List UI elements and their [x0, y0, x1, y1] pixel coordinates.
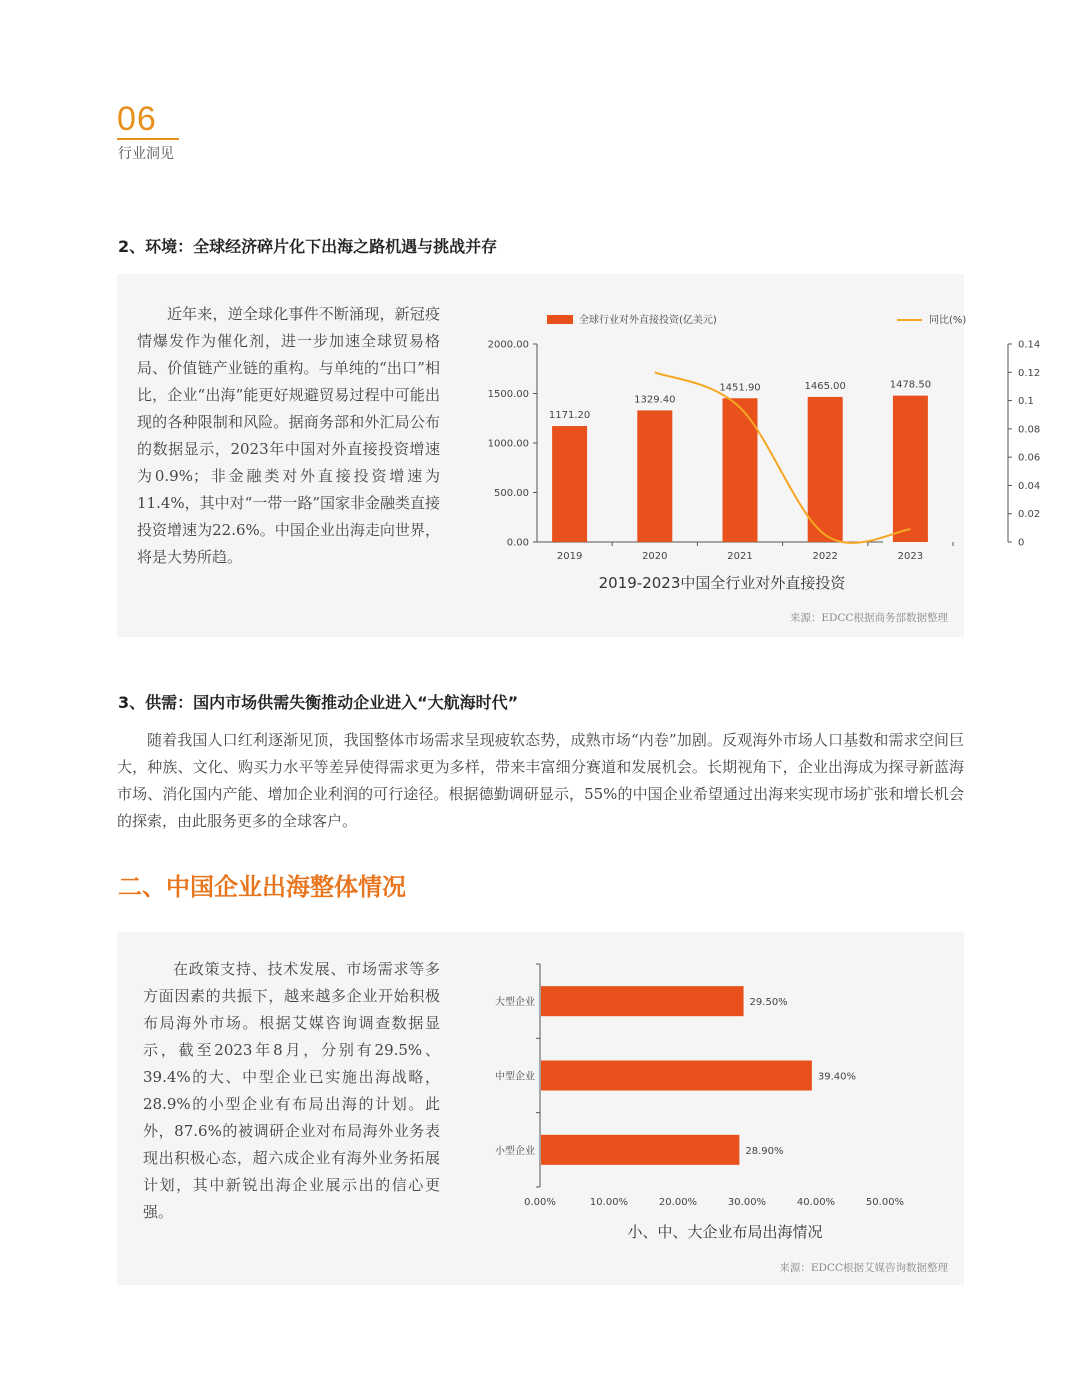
- fdi-bar: [893, 396, 928, 542]
- y-tick-label: 1500.00: [487, 389, 529, 400]
- enterprise-bar: [541, 1061, 812, 1091]
- x-tick-label: 40.00%: [796, 1197, 836, 1208]
- fdi-bar-value-label: 1171.20: [548, 410, 591, 422]
- section2-source: 来源：EDCC根据商务部数据整理: [789, 612, 948, 624]
- section2-paragraph: 近年来，逆全球化事件不断涌现，新冠疫情爆发作为催化剂，进一步加速全球贸易格局、价值链产业链的重构。与单纯的“出口”相比，企业“出海”能更好规避贸易过程中可能出现的各种限制和风险。据商务部和外汇局公布的数据显示，2023年中国对外直接投资增速为0.9%；非金融类对外直接投资增速为11.4%，其中对“一带一路”国家非金融类直接投资增速为22.6%。中国企业出海走向世界，将是大势所趋。: [137, 305, 440, 566]
- x-tick-label: 50.00%: [865, 1197, 905, 1208]
- yoy-line: [655, 372, 911, 543]
- fdi-bar: [552, 426, 587, 542]
- part2-panel: [117, 932, 964, 1285]
- fdi-bar: [723, 398, 758, 542]
- y-tick-label: 500.00: [494, 488, 529, 499]
- x-tick-label: 30.00%: [727, 1197, 767, 1208]
- y-tick-label: 2000.00: [487, 339, 529, 351]
- enterprise-bar-value-label: 29.50%: [749, 997, 788, 1009]
- y2-tick-label: 0.1: [1018, 396, 1034, 408]
- fdi-bar: [637, 410, 672, 542]
- x-tick-label: 20.00%: [658, 1197, 698, 1208]
- fdi-chart-legend: [547, 313, 966, 326]
- section3-heading: 3、供需：国内市场供需失衡推动企业进入“大航海时代”: [118, 693, 519, 712]
- x-tick-label: 2020: [642, 551, 668, 562]
- x-tick-label: 2021: [727, 551, 753, 562]
- fdi-bar-value-label: 1478.50: [889, 379, 932, 391]
- y2-tick-label: 0.06: [1018, 452, 1041, 464]
- legend-label-bar: 全球行业对外直接投资(亿美元): [579, 315, 717, 326]
- section2-heading: 2、环境：全球经济碎片化下出海之路机遇与挑战并存: [118, 237, 498, 256]
- section-label: 行业洞见: [118, 146, 174, 162]
- part2-source: 来源：EDCC根据艾媒咨询数据整理: [779, 1262, 948, 1274]
- section2-panel: [117, 274, 1041, 637]
- part2-heading: 二、中国企业出海整体情况: [118, 873, 406, 901]
- y-tick-label: 中型企业: [495, 1071, 535, 1083]
- y2-tick-label: 0.08: [1018, 424, 1041, 436]
- enterprise-bar: [541, 1135, 739, 1165]
- x-tick-label: 0.00%: [524, 1197, 556, 1208]
- section3-paragraph: 随着我国人口红利逐渐见顶，我国整体市场需求呈现疲软态势，成熟市场“内卷”加剧。反观海外市场人口基数和需求空间巨大，种族、文化、购买力水平等差异使得需求更为多样，带来丰富细分赛道和发展机会。长期视角下，企业出海成为探寻新蓝海市场、消化国内产能、增加企业利润的可行途径。根据德勤调研显示，55%的中国企业希望通过出海来实现市场扩张和增长机会的探索，由此服务更多的全球客户。: [117, 731, 964, 830]
- y2-tick-label: 0.04: [1018, 480, 1041, 492]
- y-tick-label: 小型企业: [495, 1145, 535, 1157]
- y-tick-label: 0.00: [506, 537, 529, 549]
- enterprise-bar: [541, 986, 744, 1016]
- fdi-chart: [487, 304, 1041, 604]
- fdi-bar: [808, 397, 843, 542]
- y2-tick-label: 0.02: [1018, 509, 1041, 521]
- enterprise-chart: [477, 952, 927, 1252]
- fdi-bar-value-label: 1329.40: [634, 394, 676, 406]
- legend-swatch-bar: [547, 315, 573, 324]
- y-tick-label: 大型企业: [495, 997, 535, 1009]
- x-tick-label: 10.00%: [589, 1197, 629, 1208]
- y2-tick-label: 0.14: [1018, 339, 1041, 351]
- x-tick-label: 2022: [812, 551, 838, 562]
- enterprise-chart-title: 小、中、大企业布局出海情况: [627, 1223, 823, 1241]
- y2-tick-label: 0: [1018, 537, 1025, 549]
- y-tick-label: 1000.00: [487, 438, 529, 450]
- legend-label-line: 同比(%): [929, 315, 967, 326]
- enterprise-bar-value-label: 28.90%: [745, 1145, 784, 1157]
- fdi-bar-value-label: 1451.90: [719, 382, 761, 394]
- page-number-rule: [117, 138, 179, 140]
- fdi-chart-title: 2019-2023中国全行业对外直接投资: [598, 574, 846, 592]
- y2-tick-label: 0.12: [1018, 367, 1041, 379]
- x-tick-label: 2019: [556, 551, 583, 562]
- enterprise-bar-value-label: 39.40%: [817, 1071, 857, 1083]
- part2-paragraph: 在政策支持、技术发展、市场需求等多方面因素的共振下，越来越多企业开始积极布局海外市场。根据艾媒咨询调查数据显示，截至2023年8月，分别有29.5%、39.4%的大、中型企业已实施出海战略，28.9%的小型企业有布局出海的计划。此外，87.6%的被调研企业对布局海外业务表现出积极心态，超六成企业有海外业务拓展计划，其中新锐出海企业展示出的信心更强。: [143, 960, 440, 1221]
- x-tick-label: 2023: [897, 551, 924, 562]
- fdi-bar-value-label: 1465.00: [804, 380, 846, 392]
- page-number: 06: [117, 100, 157, 138]
